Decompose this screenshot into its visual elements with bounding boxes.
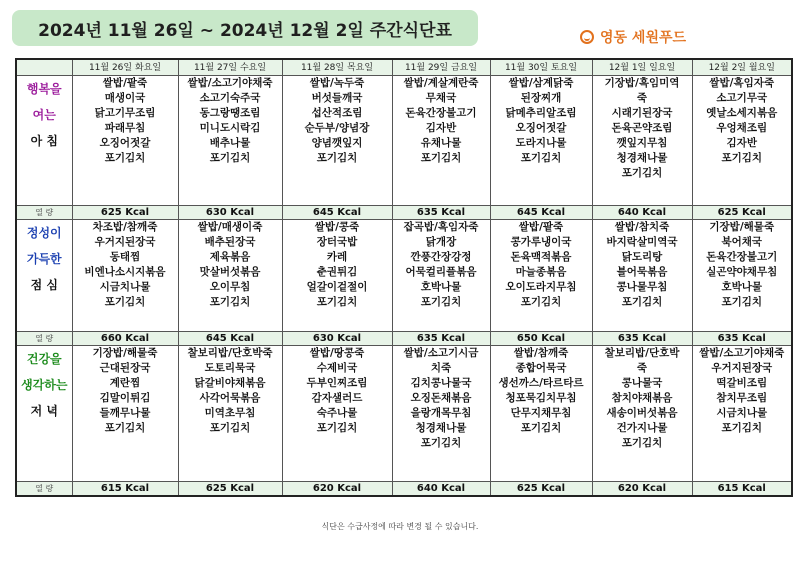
kcal-value: 630 Kcal: [282, 332, 392, 346]
menu-item: 시금치나물: [99, 281, 151, 293]
menu-item: 쌀밥/팥죽: [518, 221, 564, 233]
menu-item: 청경채나물: [415, 422, 467, 434]
menu-cell: [72, 220, 178, 332]
menu-item: 닭고기무조림: [94, 107, 156, 119]
meal-label-line: 정성이: [26, 226, 62, 240]
menu-item: 섭산적조림: [311, 107, 363, 119]
day-header-row: [16, 59, 792, 76]
menu-item: 실곤약야채무침: [706, 266, 778, 278]
day-header: 12월 2일 월요일: [692, 59, 792, 76]
menu-item: 포기김치: [209, 296, 251, 308]
menu-cell: [72, 346, 178, 482]
menu-item: 카레: [326, 251, 348, 263]
menu-item: 찰보리밥/단호박죽: [187, 347, 273, 359]
menu-item: 돈육맥적볶음: [510, 251, 572, 263]
menu-item: 돈육곤약조림: [611, 122, 673, 134]
menu-item: 포기김치: [520, 152, 562, 164]
menu-cell: [592, 346, 692, 482]
menu-item: 우거지된장국: [711, 362, 773, 374]
kcal-value: 645 Kcal: [282, 206, 392, 220]
menu-item: 포기김치: [104, 296, 146, 308]
menu-item: 수제비국: [316, 362, 358, 374]
menu-item: 오징돈채볶음: [410, 392, 472, 404]
meal-label-line: 점 심: [30, 278, 58, 292]
menu-item: 쌀밥/소고기시금: [403, 347, 479, 359]
menu-item: 참치야채볶음: [611, 392, 673, 404]
menu-cell: [178, 346, 282, 482]
menu-item: 포기김치: [316, 422, 358, 434]
menu-item: 들깨무나물: [99, 407, 151, 419]
menu-item: 새송이버섯볶음: [606, 407, 678, 419]
meal-row: [16, 76, 792, 206]
kcal-label: 열 량: [16, 332, 72, 346]
meal-label-line: 아 침: [30, 134, 58, 148]
menu-cell: [72, 76, 178, 206]
menu-item: 두부인찌조림: [306, 377, 368, 389]
weekly-menu-table: [15, 58, 793, 497]
menu-item: 생선까스/타르타르: [498, 377, 584, 389]
menu-item: 콩나물무침: [616, 281, 668, 293]
kcal-value: 620 Kcal: [282, 482, 392, 497]
meal-label: [16, 76, 72, 206]
menu-item: 북어채국: [721, 236, 763, 248]
corner-cell: [16, 59, 72, 76]
kcal-value: 620 Kcal: [592, 482, 692, 497]
menu-item: 쌀밥/흑임자죽: [709, 77, 775, 89]
kcal-value: 635 Kcal: [392, 332, 490, 346]
menu-item: 찰보리밥/단호박: [604, 347, 680, 359]
menu-item: 잡곡밥/흑임자죽: [403, 221, 479, 233]
menu-item: 우거지된장국: [94, 236, 156, 248]
menu-item: 떡갈비조림: [716, 377, 768, 389]
menu-item: 계란찜: [109, 377, 141, 389]
menu-item: 시래기된장국: [611, 107, 673, 119]
menu-item: 오이무침: [209, 281, 251, 293]
menu-item: 쌀밥/팥죽: [102, 77, 148, 89]
menu-cell: [178, 220, 282, 332]
menu-item: 닭메추리알조림: [505, 107, 577, 119]
menu-item: 청포묵김치무침: [505, 392, 577, 404]
menu-item: 포기김치: [104, 422, 146, 434]
menu-cell: [592, 220, 692, 332]
menu-item: 유채나물: [420, 137, 462, 149]
menu-item: 포기김치: [721, 296, 763, 308]
menu-item: 포기김치: [209, 152, 251, 164]
menu-cell: [282, 76, 392, 206]
menu-item: 쌀밥/콩죽: [314, 221, 360, 233]
menu-item: 바지락살미역국: [606, 236, 678, 248]
menu-item: 깐풍간장강정: [410, 251, 472, 263]
menu-cell: [592, 76, 692, 206]
menu-item: 미역초무침: [204, 407, 256, 419]
day-header: 11월 26일 화요일: [72, 59, 178, 76]
footnote: 식단은 수급사정에 따라 변경 될 수 있습니다.: [321, 522, 479, 531]
menu-item: 매생이국: [104, 92, 146, 104]
menu-cell: [282, 220, 392, 332]
menu-item: 콩가루냉이국: [510, 236, 572, 248]
menu-item: 도라지나물: [515, 137, 567, 149]
menu-item: 포기김치: [520, 422, 562, 434]
menu-item: 김자반: [425, 122, 457, 134]
menu-item: 김치콩나물국: [410, 377, 472, 389]
menu-item: 을랑개목무침: [410, 407, 472, 419]
menu-item: 참치무조림: [716, 392, 768, 404]
kcal-row: [16, 206, 792, 220]
menu-item: 쌀밥/소고기야채죽: [699, 347, 785, 359]
kcal-label: 열 량: [16, 206, 72, 220]
menu-cell: [282, 346, 392, 482]
meal-label-line: 행복을: [26, 82, 62, 96]
meal-label-line: 여는: [32, 108, 56, 122]
menu-item: 무채국: [425, 92, 457, 104]
brand-name: 영동 세원푸드: [600, 30, 687, 46]
menu-item: 쌀밥/소고기야채죽: [187, 77, 273, 89]
menu-item: 기장밥/해물죽: [709, 221, 775, 233]
menu-item: 깻잎지무침: [616, 137, 668, 149]
day-header: 11월 30일 토요일: [490, 59, 592, 76]
menu-item: 마늘종볶음: [515, 266, 567, 278]
day-header: 11월 28일 목요일: [282, 59, 392, 76]
menu-item: 된장찌개: [520, 92, 562, 104]
menu-item: 블어묵볶음: [616, 266, 668, 278]
meal-label-line: 건강을: [26, 352, 62, 366]
menu-item: 소고기숙주국: [199, 92, 261, 104]
menu-item: 시금치나물: [716, 407, 768, 419]
kcal-value: 630 Kcal: [178, 206, 282, 220]
menu-item: 쌀밥/땅콩죽: [309, 347, 365, 359]
menu-item: 숙주나물: [316, 407, 358, 419]
menu-item: 쌀밥/계살계란죽: [403, 77, 479, 89]
menu-item: 청경채나물: [616, 152, 668, 164]
kcal-row: [16, 482, 792, 497]
kcal-row: [16, 332, 792, 346]
menu-item: 소고기무국: [716, 92, 768, 104]
menu-item: 포기김치: [420, 152, 462, 164]
menu-item: 포기김치: [621, 167, 663, 179]
day-header: 11월 27일 수요일: [178, 59, 282, 76]
menu-cell: [178, 76, 282, 206]
kcal-value: 615 Kcal: [72, 482, 178, 497]
menu-cell: [692, 346, 792, 482]
kcal-value: 625 Kcal: [178, 482, 282, 497]
menu-item: 죽: [636, 362, 648, 374]
menu-item: 우엉채조림: [716, 122, 768, 134]
menu-item: 배추나물: [209, 137, 251, 149]
menu-item: 닭도리탕: [621, 251, 663, 263]
menu-item: 포기김치: [520, 296, 562, 308]
menu-item: 종합어묵국: [515, 362, 567, 374]
menu-cell: [392, 346, 490, 482]
menu-cell: [392, 220, 490, 332]
menu-item: 감자샐러드: [311, 392, 363, 404]
meal-label: [16, 346, 72, 482]
kcal-value: 625 Kcal: [72, 206, 178, 220]
kcal-value: 645 Kcal: [178, 332, 282, 346]
menu-item: 동태찜: [109, 251, 141, 263]
menu-item: 비엔나소시지볶음: [84, 266, 166, 278]
menu-item: 춘권튀김: [316, 266, 358, 278]
day-header: 12월 1일 일요일: [592, 59, 692, 76]
menu-item: 장터국밥: [316, 236, 358, 248]
menu-item: 양념깻잎지: [311, 137, 363, 149]
menu-item: 포기김치: [209, 422, 251, 434]
menu-item: 파래무침: [104, 122, 146, 134]
meal-label-line: 저 녁: [30, 404, 58, 418]
menu-item: 옛날소세지볶음: [706, 107, 778, 119]
meal-row: [16, 346, 792, 482]
kcal-value: 650 Kcal: [490, 332, 592, 346]
menu-item: 포기김치: [420, 437, 462, 449]
menu-cell: [490, 346, 592, 482]
menu-item: 포기김치: [316, 152, 358, 164]
menu-item: 순두부/양념장: [304, 122, 370, 134]
menu-item: 쌀밥/참치죽: [614, 221, 670, 233]
kcal-value: 625 Kcal: [490, 482, 592, 497]
menu-item: 호박나물: [420, 281, 462, 293]
menu-item: 쌀밥/매생이죽: [197, 221, 263, 233]
menu-item: 오이도라지무침: [505, 281, 577, 293]
menu-item: 동그랑땡조림: [199, 107, 261, 119]
menu-item: 죽: [636, 92, 648, 104]
kcal-value: 640 Kcal: [392, 482, 490, 497]
kcal-value: 635 Kcal: [592, 332, 692, 346]
menu-item: 포기김치: [420, 296, 462, 308]
day-header: 11월 29일 금요일: [392, 59, 490, 76]
menu-item: 김말이튀김: [99, 392, 151, 404]
meal-label-line: 생각하는: [21, 378, 68, 392]
kcal-value: 640 Kcal: [592, 206, 692, 220]
menu-item: 어묵컬리플볶음: [405, 266, 477, 278]
menu-item: 도토리묵국: [204, 362, 256, 374]
menu-item: 사각어묵볶음: [199, 392, 261, 404]
menu-item: 김자반: [726, 137, 757, 149]
menu-item: 기장밥/흑임미역: [604, 77, 680, 89]
menu-item: 근대된장국: [99, 362, 151, 374]
menu-item: 배추된장국: [204, 236, 256, 248]
kcal-value: 660 Kcal: [72, 332, 178, 346]
menu-cell: [392, 76, 490, 206]
brand-logo: [580, 27, 686, 47]
meal-label-line: 가득한: [26, 252, 62, 266]
meal-label: [16, 220, 72, 332]
menu-item: 건가지나물: [616, 422, 668, 434]
menu-item: 포기김치: [316, 296, 358, 308]
menu-item: 오징어젓갈: [515, 122, 567, 134]
kcal-value: 635 Kcal: [392, 206, 490, 220]
kcal-value: 645 Kcal: [490, 206, 592, 220]
menu-item: 포기김치: [621, 437, 663, 449]
menu-item: 콩나물국: [621, 377, 663, 389]
page-title-box: [12, 10, 478, 46]
menu-item: 맛살버섯볶음: [199, 266, 261, 278]
menu-cell: [692, 220, 792, 332]
meal-row: [16, 220, 792, 332]
menu-item: 돈육간장불고기: [405, 107, 477, 119]
kcal-value: 635 Kcal: [692, 332, 792, 346]
page-title: 2024년 11월 26일 ~ 2024년 12월 2일 주간식단표: [38, 20, 452, 41]
menu-item: 닭개장: [425, 236, 457, 248]
menu-item: 차조밥/참깨죽: [92, 221, 158, 233]
menu-item: 호박나물: [721, 281, 763, 293]
menu-item: 얼갈이겉절이: [306, 281, 368, 293]
menu-item: 포기김치: [721, 152, 763, 164]
menu-item: 제육볶음: [209, 251, 251, 263]
menu-item: 단무지채무침: [510, 407, 572, 419]
menu-item: 쌀밥/녹두죽: [309, 77, 365, 89]
menu-cell: [692, 76, 792, 206]
menu-item: 쌀밥/참깨죽: [513, 347, 569, 359]
menu-item: 미니도시락김: [199, 122, 261, 134]
menu-item: 돈육간장불고기: [706, 251, 778, 263]
menu-item: 닭갈비야채볶음: [194, 377, 266, 389]
menu-item: 쌀밥/삼계닭죽: [508, 77, 574, 89]
menu-item: 포기김치: [721, 422, 763, 434]
smile-icon: [580, 30, 594, 44]
menu-item: 포기김치: [621, 296, 663, 308]
menu-item: 오징어젓갈: [99, 137, 151, 149]
menu-item: 기장밥/해물죽: [92, 347, 158, 359]
menu-item: 포기김치: [104, 152, 146, 164]
kcal-value: 615 Kcal: [692, 482, 792, 497]
menu-cell: [490, 76, 592, 206]
kcal-value: 625 Kcal: [692, 206, 792, 220]
menu-item: 치죽: [430, 362, 452, 374]
menu-cell: [490, 220, 592, 332]
kcal-label: 열 량: [16, 482, 72, 497]
menu-item: 버섯들깨국: [311, 92, 363, 104]
